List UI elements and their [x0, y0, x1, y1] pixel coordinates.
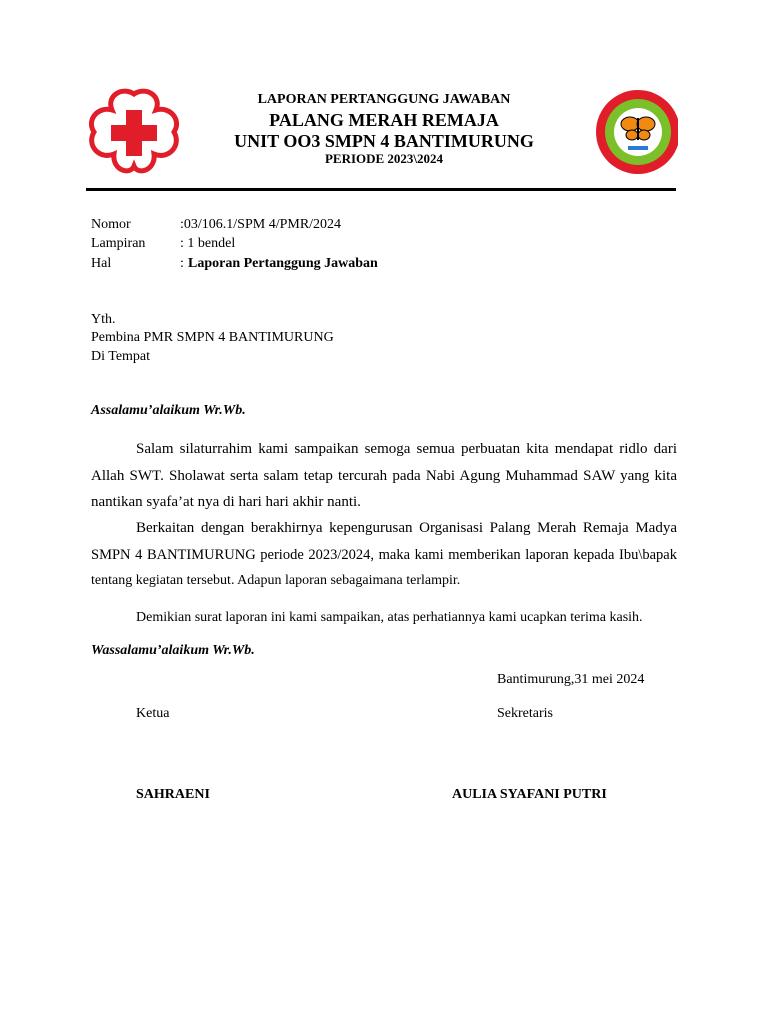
nomor-value: :03/106.1/SPM 4/PMR/2024	[180, 217, 342, 232]
paragraph-1-line-3: nantikan syafa’at nya di hari hari akhir nanti.	[91, 494, 361, 510]
recipient-name: Pembina PMR SMPN 4 BANTIMURUNG	[91, 330, 334, 345]
sekretaris-name: AULIA SYAFANI PUTRI	[452, 787, 607, 802]
header-line3: UNIT OO3 SMPN 4 BANTIMURUNG	[234, 131, 534, 151]
paragraph-2-line-3: tentang kegiatan tersebut. Adapun laporan sebagaimana terlampir.	[91, 573, 461, 588]
ketua-name: SAHRAENI	[136, 787, 210, 802]
paragraph-1-line-2: Allah SWT. Sholawat serta salam tetap tercurah pada Nabi Agung Muhammad SAW yang kita	[91, 468, 677, 484]
greeting: Assalamu’alaikum Wr.Wb.	[91, 403, 246, 418]
recipient-place: Di Tempat	[91, 349, 151, 364]
header-line4: PERIODE 2023\2024	[324, 151, 444, 166]
header-divider	[86, 188, 676, 191]
paragraph-2-line-2: SMPN 4 BANTIMURUNG periode 2023/2024, maka kami memberikan laporan kepada Ibu\bapak	[91, 547, 677, 563]
ketua-title: Ketua	[136, 706, 170, 721]
closing: Wassalamu’alaikum Wr.Wb.	[91, 643, 255, 658]
header-line2: PALANG MERAH REMAJA	[269, 110, 499, 130]
letter-date: Bantimurung,31 mei 2024	[497, 672, 645, 687]
lampiran-value: : 1 bendel	[180, 236, 236, 251]
yth: Yth.	[91, 312, 116, 327]
hal-colon: :	[180, 256, 188, 271]
paragraph-1-line-1: Salam silaturrahim kami sampaikan semoga semua perbuatan kita mendapat ridlo dari	[136, 441, 677, 457]
header-line1: LAPORAN PERTANGGUNG JAWABAN	[257, 92, 511, 107]
nomor-label: Nomor	[91, 217, 131, 232]
hal-value: Laporan Pertanggung Jawaban	[188, 256, 378, 271]
hal-label: Hal	[91, 256, 112, 271]
sekretaris-title: Sekretaris	[497, 706, 553, 721]
paragraph-3: Demikian surat laporan ini kami sampaikan, atas perhatiannya kami ucapkan terima kasih.	[136, 610, 643, 625]
paragraph-2-line-1: Berkaitan dengan berakhirnya kepengurusan Organisasi Palang Merah Remaja Madya	[136, 520, 677, 536]
lampiran-label: Lampiran	[91, 236, 146, 251]
